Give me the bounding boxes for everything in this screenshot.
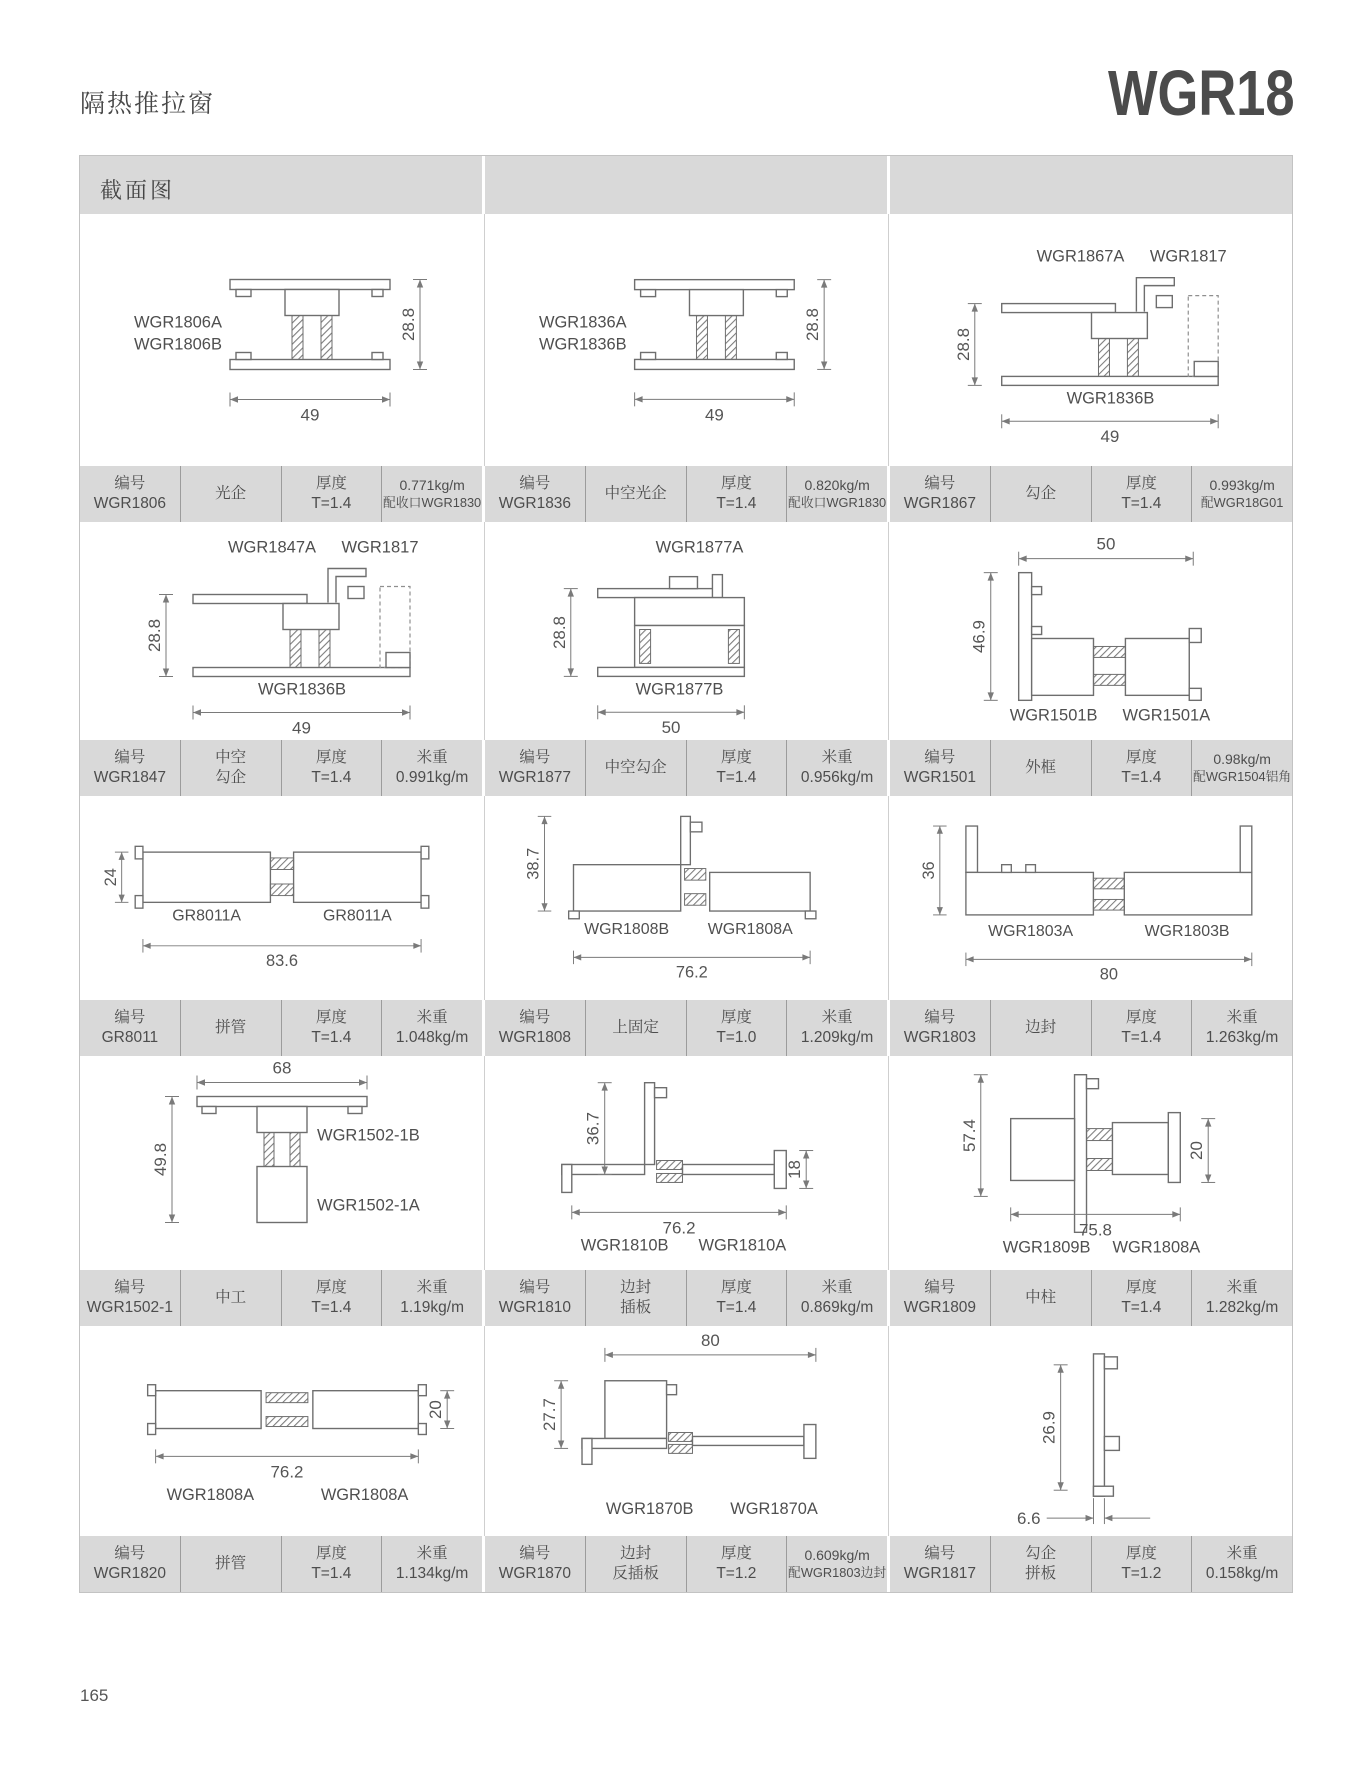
info-weight: 米重 1.048kg/m bbox=[382, 1000, 482, 1056]
profile-diagram-cell bbox=[888, 1056, 1292, 1270]
info-code: 编号 WGR1810 bbox=[485, 1270, 586, 1326]
info-thickness: 厚度 T=1.4 bbox=[687, 466, 788, 522]
spec-col bbox=[485, 1536, 887, 1592]
spec-col bbox=[80, 740, 482, 796]
profile-cross-section-WGR1806 bbox=[80, 217, 484, 463]
info-code: 编号 WGR1501 bbox=[890, 740, 991, 796]
profile-cross-section-WGR1870 bbox=[485, 1329, 888, 1533]
info-name: 边封 插板 bbox=[586, 1270, 687, 1326]
info-thickness: 厚度 T=1.2 bbox=[687, 1536, 788, 1592]
svg-text:WGR1808A: WGR1808A bbox=[707, 921, 793, 939]
svg-text:WGR1809B: WGR1809B bbox=[1002, 1238, 1091, 1257]
info-name: 中空勾企 bbox=[586, 740, 687, 796]
info-name: 边封 反插板 bbox=[586, 1536, 687, 1592]
info-name: 拼管 bbox=[181, 1536, 282, 1592]
info-code: 编号 WGR1803 bbox=[890, 1000, 991, 1056]
spec-col bbox=[890, 1536, 1292, 1592]
info-thickness: 厚度 T=1.4 bbox=[282, 1000, 383, 1056]
svg-text:WGR1867A: WGR1867A bbox=[1036, 247, 1125, 266]
section-title-cell bbox=[80, 156, 482, 214]
spec-col bbox=[890, 1270, 1292, 1326]
profile-cross-section-WGR1836 bbox=[485, 217, 888, 463]
section-title: 截面图 bbox=[100, 178, 176, 203]
spec-row-5 bbox=[80, 1536, 1292, 1592]
svg-text:49.8: 49.8 bbox=[151, 1142, 170, 1177]
svg-text:WGR1870A: WGR1870A bbox=[730, 1500, 818, 1519]
info-name: 拼管 bbox=[181, 1000, 282, 1056]
profile-cross-section-WGR1501 bbox=[889, 525, 1292, 737]
info-thickness: 厚度 T=1.4 bbox=[687, 1270, 788, 1326]
info-code: 编号 WGR1808 bbox=[485, 1000, 586, 1056]
series-model-code: WGR18 bbox=[1108, 57, 1295, 129]
svg-text:GR8011A: GR8011A bbox=[172, 907, 242, 925]
info-name: 中空 勾企 bbox=[181, 740, 282, 796]
svg-text:WGR1836A: WGR1836A bbox=[538, 313, 627, 332]
header-cell-empty bbox=[890, 156, 1292, 214]
svg-text:WGR1810B: WGR1810B bbox=[580, 1236, 669, 1255]
svg-text:WGR1817: WGR1817 bbox=[341, 538, 419, 557]
profile-diagram-cell bbox=[888, 522, 1292, 740]
svg-text:80: 80 bbox=[700, 1330, 720, 1350]
svg-text:20: 20 bbox=[1187, 1141, 1207, 1160]
info-code: 编号 WGR1502-1 bbox=[80, 1270, 181, 1326]
table-body bbox=[80, 214, 1292, 1592]
info-weight: 0.993kg/m 配WGR18G01 bbox=[1192, 466, 1292, 522]
svg-text:68: 68 bbox=[272, 1059, 292, 1078]
spec-col bbox=[485, 740, 887, 796]
svg-text:26.9: 26.9 bbox=[1039, 1411, 1059, 1444]
spec-col bbox=[890, 1000, 1292, 1056]
info-thickness: 厚度 T=1.0 bbox=[687, 1000, 788, 1056]
svg-text:WGR1806B: WGR1806B bbox=[133, 335, 222, 354]
info-weight: 0.820kg/m 配收口WGR1830 bbox=[787, 466, 887, 522]
info-code: 编号 WGR1806 bbox=[80, 466, 181, 522]
svg-text:83.6: 83.6 bbox=[266, 952, 298, 971]
svg-text:49: 49 bbox=[292, 718, 311, 737]
svg-text:49: 49 bbox=[1100, 427, 1120, 447]
profile-cross-section-WGR1810 bbox=[485, 1059, 888, 1267]
svg-text:WGR1836B: WGR1836B bbox=[1066, 389, 1155, 408]
diagram-row-2 bbox=[80, 522, 1292, 740]
diagram-row-1 bbox=[80, 214, 1292, 466]
svg-text:WGR1810A: WGR1810A bbox=[698, 1236, 787, 1255]
info-weight: 0.98kg/m 配WGR1504铝角 bbox=[1192, 740, 1292, 796]
spec-col bbox=[890, 740, 1292, 796]
svg-text:WGR1836B: WGR1836B bbox=[538, 335, 627, 354]
spec-col bbox=[485, 1000, 887, 1056]
svg-text:76.2: 76.2 bbox=[662, 1218, 696, 1238]
svg-text:WGR1870B: WGR1870B bbox=[605, 1500, 694, 1519]
info-code: 编号 WGR1847 bbox=[80, 740, 181, 796]
svg-text:57.4: 57.4 bbox=[959, 1119, 979, 1153]
svg-text:WGR1877A: WGR1877A bbox=[655, 538, 744, 557]
profile-diagram-cell bbox=[888, 214, 1292, 466]
info-name: 外框 bbox=[991, 740, 1092, 796]
profile-diagram-cell bbox=[80, 796, 484, 1000]
info-thickness: 厚度 T=1.4 bbox=[282, 1270, 383, 1326]
svg-text:38.7: 38.7 bbox=[524, 847, 543, 880]
profile-diagram-cell bbox=[80, 214, 484, 466]
info-thickness: 厚度 T=1.4 bbox=[1092, 1270, 1193, 1326]
svg-text:28.8: 28.8 bbox=[549, 616, 569, 649]
info-code: 编号 WGR1870 bbox=[485, 1536, 586, 1592]
profile-diagram-cell bbox=[484, 522, 888, 740]
svg-text:WGR1808A: WGR1808A bbox=[166, 1486, 255, 1505]
header-cell-empty bbox=[485, 156, 887, 214]
svg-text:GR8011A: GR8011A bbox=[322, 907, 392, 925]
profile-diagram-cell bbox=[80, 1056, 484, 1270]
svg-text:36.7: 36.7 bbox=[583, 1112, 603, 1146]
profile-diagram-cell bbox=[484, 1056, 888, 1270]
info-name: 上固定 bbox=[586, 1000, 687, 1056]
info-thickness: 厚度 T=1.4 bbox=[282, 466, 383, 522]
info-thickness: 厚度 T=1.4 bbox=[1092, 740, 1193, 796]
profile-cross-section-WGR1808 bbox=[485, 799, 888, 997]
svg-text:WGR1817: WGR1817 bbox=[1149, 247, 1227, 266]
info-thickness: 厚度 T=1.4 bbox=[687, 740, 788, 796]
profile-cross-section-GR8011 bbox=[80, 799, 484, 997]
svg-text:WGR1808B: WGR1808B bbox=[584, 921, 670, 939]
svg-text:WGR1502-1B: WGR1502-1B bbox=[317, 1126, 420, 1145]
diagram-row-3 bbox=[80, 796, 1292, 1000]
svg-text:50: 50 bbox=[1096, 534, 1116, 554]
diagram-row-4 bbox=[80, 1056, 1292, 1270]
svg-text:76.2: 76.2 bbox=[270, 1462, 304, 1482]
spec-row-2 bbox=[80, 740, 1292, 796]
svg-text:76.2: 76.2 bbox=[675, 963, 708, 982]
profile-diagram-cell bbox=[80, 1326, 484, 1536]
spec-col bbox=[890, 466, 1292, 522]
info-code: 编号 WGR1836 bbox=[485, 466, 586, 522]
spec-col bbox=[485, 1270, 887, 1326]
info-code: 编号 WGR1867 bbox=[890, 466, 991, 522]
info-thickness: 厚度 T=1.4 bbox=[1092, 466, 1193, 522]
profile-cross-section-WGR1867 bbox=[889, 217, 1292, 463]
profile-cross-section-WGR1820 bbox=[80, 1329, 484, 1533]
page-title: 隔热推拉窗 bbox=[80, 90, 216, 118]
info-code: 编号 WGR1817 bbox=[890, 1536, 991, 1592]
svg-text:50: 50 bbox=[661, 718, 681, 737]
svg-text:WGR1836B: WGR1836B bbox=[257, 680, 347, 699]
profile-diagram-cell bbox=[888, 796, 1292, 1000]
spec-col bbox=[80, 466, 482, 522]
info-weight: 米重 1.134kg/m bbox=[382, 1536, 482, 1592]
svg-text:WGR1502-1A: WGR1502-1A bbox=[317, 1196, 420, 1215]
svg-text:WGR1501B: WGR1501B bbox=[1009, 706, 1098, 725]
spec-col bbox=[80, 1536, 482, 1592]
profile-table bbox=[79, 155, 1293, 1593]
info-weight: 0.609kg/m 配WGR1803边封 bbox=[787, 1536, 887, 1592]
svg-text:WGR1808A: WGR1808A bbox=[320, 1486, 409, 1505]
profile-cross-section-WGR1877 bbox=[485, 525, 888, 737]
spec-col bbox=[80, 1000, 482, 1056]
info-code: 编号 WGR1809 bbox=[890, 1270, 991, 1326]
svg-text:WGR1808A: WGR1808A bbox=[1112, 1238, 1201, 1257]
info-thickness: 厚度 T=1.4 bbox=[282, 1536, 383, 1592]
info-weight: 米重 0.869kg/m bbox=[787, 1270, 887, 1326]
page-number: 165 bbox=[80, 1686, 109, 1705]
info-code: 编号 WGR1820 bbox=[80, 1536, 181, 1592]
svg-text:28.8: 28.8 bbox=[953, 328, 973, 361]
profile-cross-section-WGR1809 bbox=[889, 1059, 1292, 1267]
svg-text:28.8: 28.8 bbox=[145, 618, 164, 653]
svg-text:6.6: 6.6 bbox=[1017, 1509, 1041, 1529]
info-name: 光企 bbox=[181, 466, 282, 522]
spec-row-4 bbox=[80, 1270, 1292, 1326]
svg-text:24: 24 bbox=[101, 868, 120, 887]
profile-diagram-cell bbox=[484, 796, 888, 1000]
info-weight: 米重 1.263kg/m bbox=[1192, 1000, 1292, 1056]
spec-col bbox=[485, 466, 887, 522]
profile-diagram-cell bbox=[484, 214, 888, 466]
svg-text:49: 49 bbox=[300, 405, 320, 425]
info-name: 勾企 拼板 bbox=[991, 1536, 1092, 1592]
info-weight: 米重 1.19kg/m bbox=[382, 1270, 482, 1326]
spec-col bbox=[80, 1270, 482, 1326]
svg-text:20: 20 bbox=[426, 1400, 446, 1420]
svg-text:27.7: 27.7 bbox=[540, 1398, 560, 1432]
profile-cross-section-WGR1803 bbox=[889, 799, 1292, 997]
svg-text:WGR1803B: WGR1803B bbox=[1144, 923, 1230, 941]
info-name: 中柱 bbox=[991, 1270, 1092, 1326]
table-header-row bbox=[80, 156, 1292, 214]
profile-diagram-cell bbox=[888, 1326, 1292, 1536]
diagram-row-5 bbox=[80, 1326, 1292, 1536]
profile-diagram-cell bbox=[484, 1326, 888, 1536]
svg-text:WGR1501A: WGR1501A bbox=[1122, 706, 1211, 725]
svg-text:WGR1803A: WGR1803A bbox=[988, 923, 1074, 941]
info-weight: 米重 0.991kg/m bbox=[382, 740, 482, 796]
info-thickness: 厚度 T=1.4 bbox=[1092, 1000, 1193, 1056]
svg-text:WGR1877B: WGR1877B bbox=[635, 680, 724, 699]
svg-text:WGR1806A: WGR1806A bbox=[133, 313, 222, 332]
svg-text:28.8: 28.8 bbox=[399, 307, 418, 342]
info-code: 编号 WGR1877 bbox=[485, 740, 586, 796]
svg-text:WGR1847A: WGR1847A bbox=[227, 538, 317, 557]
profile-cross-section-WGR1502-1 bbox=[80, 1059, 484, 1267]
info-name: 勾企 bbox=[991, 466, 1092, 522]
spec-row-3 bbox=[80, 1000, 1292, 1056]
svg-text:75.8: 75.8 bbox=[1079, 1220, 1112, 1240]
info-name: 边封 bbox=[991, 1000, 1092, 1056]
profile-cross-section-WGR1817 bbox=[889, 1329, 1292, 1533]
spec-row-1 bbox=[80, 466, 1292, 522]
info-name: 中工 bbox=[181, 1270, 282, 1326]
info-code: 编号 GR8011 bbox=[80, 1000, 181, 1056]
info-weight: 米重 0.158kg/m bbox=[1192, 1536, 1292, 1592]
info-weight: 0.771kg/m 配收口WGR1830 bbox=[382, 466, 482, 522]
profile-diagram-cell bbox=[80, 522, 484, 740]
profile-cross-section-WGR1847 bbox=[80, 525, 484, 737]
info-weight: 米重 0.956kg/m bbox=[787, 740, 887, 796]
svg-text:28.8: 28.8 bbox=[803, 308, 823, 342]
info-name: 中空光企 bbox=[586, 466, 687, 522]
svg-text:18: 18 bbox=[785, 1160, 805, 1179]
svg-text:36: 36 bbox=[920, 861, 939, 880]
svg-text:80: 80 bbox=[1099, 965, 1118, 984]
info-weight: 米重 1.282kg/m bbox=[1192, 1270, 1292, 1326]
info-weight: 米重 1.209kg/m bbox=[787, 1000, 887, 1056]
info-thickness: 厚度 T=1.4 bbox=[282, 740, 383, 796]
svg-text:46.9: 46.9 bbox=[969, 620, 989, 653]
svg-text:49: 49 bbox=[705, 405, 724, 425]
info-thickness: 厚度 T=1.2 bbox=[1092, 1536, 1193, 1592]
